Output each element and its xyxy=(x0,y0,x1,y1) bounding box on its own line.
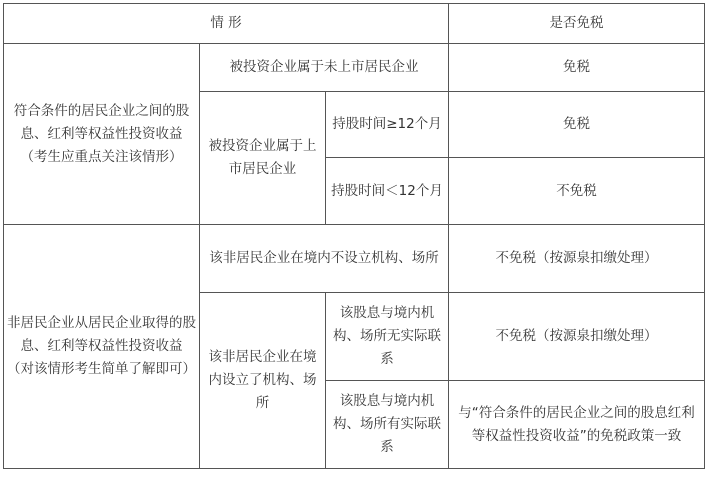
situation-cell: 该非居民企业在境内不设立机构、场所 xyxy=(200,225,449,293)
category-title: 非居民企业从居民企业取得的股息、红利等权益性投资收益 xyxy=(7,315,196,354)
table-row xyxy=(4,44,705,92)
category-cell xyxy=(4,44,200,225)
result-cell: 免税 xyxy=(449,44,705,92)
sub-situation-cell: 持股时间＜12个月 xyxy=(326,158,449,225)
header-row xyxy=(4,4,705,44)
result-cell: 不免税（按源泉扣缴处理） xyxy=(449,225,705,293)
result-cell: 不免税（按源泉扣缴处理） xyxy=(449,293,705,381)
sub-situation-cell: 持股时间≥12个月 xyxy=(326,92,449,158)
result-cell: 不免税 xyxy=(449,158,705,225)
header-situation: 情 形 xyxy=(4,4,449,44)
tax-exemption-table xyxy=(3,3,705,469)
header-exempt: 是否免税 xyxy=(449,4,705,44)
category-note: （对该情形考生简单了解即可） xyxy=(7,361,196,377)
result-cell: 与“符合条件的居民企业之间的股息红利等权益性投资收益”的免税政策一致 xyxy=(449,381,705,469)
sub-situation-cell: 该股息与境内机构、场所无实际联系 xyxy=(326,293,449,381)
category-cell xyxy=(4,225,200,469)
result-cell: 免税 xyxy=(449,92,705,158)
situation-cell: 被投资企业属于未上市居民企业 xyxy=(200,44,449,92)
table-row xyxy=(4,225,705,293)
situation-cell: 该非居民企业在境内设立了机构、场所 xyxy=(200,293,326,469)
category-note: （考生应重点关注该情形） xyxy=(20,148,183,165)
category-title: 符合条件的居民企业之间的股息、红利等权益性投资收益 xyxy=(13,102,190,142)
situation-cell: 被投资企业属于上市居民企业 xyxy=(200,92,326,225)
sub-situation-cell: 该股息与境内机构、场所有实际联系 xyxy=(326,381,449,469)
